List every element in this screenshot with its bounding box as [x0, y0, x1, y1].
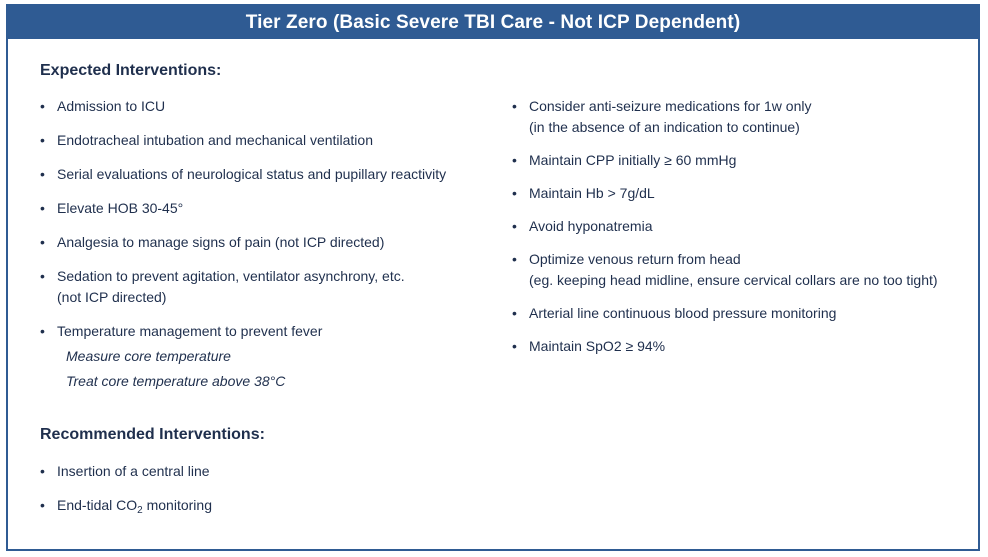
- list-item: [40, 266, 510, 308]
- list-item: [40, 461, 510, 482]
- sub-item-text: Treat core temperature above 38°C: [66, 373, 286, 389]
- item-text-continued: (not ICP directed): [57, 289, 167, 305]
- list-item: [512, 150, 972, 171]
- expected-right-list: [512, 96, 972, 357]
- item-text: Maintain CPP initially ≥ 60 mmHg: [529, 152, 737, 168]
- subscript-text: 2: [137, 505, 143, 516]
- bullet-icon: •: [512, 185, 517, 201]
- item-text: Maintain SpO2 ≥ 94%: [529, 338, 666, 354]
- item-text: Endotracheal intubation and mechanical ventilation: [57, 132, 373, 148]
- list-item: [512, 96, 972, 138]
- item-text: Insertion of a central line: [57, 463, 210, 479]
- item-text: Avoid hyponatremia: [529, 218, 653, 234]
- bullet-icon: •: [512, 338, 517, 354]
- bullet-icon: •: [40, 132, 45, 148]
- recommended-list: [40, 461, 510, 516]
- item-text-continued: monitoring: [142, 497, 212, 513]
- expected-left-list: [40, 96, 510, 392]
- list-item: [40, 96, 510, 117]
- item-text: Sedation to prevent agitation, ventilator asynchrony, etc.: [57, 268, 405, 284]
- item-text: Temperature management to prevent fever: [57, 323, 323, 339]
- item-text-continued: (eg. keeping head midline, ensure cervical collars are no too tight): [529, 272, 938, 288]
- bullet-icon: •: [40, 268, 45, 284]
- expected-interventions-title: Expected Interventions:: [40, 62, 222, 79]
- bullet-icon: •: [40, 166, 45, 182]
- bullet-icon: •: [40, 497, 45, 513]
- panel-header: [8, 6, 978, 39]
- item-text: Optimize venous return from head: [529, 251, 741, 267]
- item-text-continued: (in the absence of an indication to continue): [529, 119, 800, 135]
- bullet-icon: •: [40, 323, 45, 339]
- list-item: [40, 232, 510, 253]
- bullet-icon: •: [512, 251, 517, 267]
- list-item: [40, 130, 510, 151]
- list-item: [512, 183, 972, 204]
- list-item: [512, 249, 972, 291]
- list-item: [40, 495, 510, 516]
- list-item: [40, 164, 510, 185]
- list-item: [40, 321, 510, 392]
- bullet-icon: •: [40, 98, 45, 114]
- item-text: Consider anti-seizure medications for 1w only: [529, 98, 812, 114]
- sub-item-text: Measure core temperature: [66, 348, 231, 364]
- tier-zero-panel: [6, 4, 980, 551]
- item-text: Maintain Hb > 7g/dL: [529, 185, 655, 201]
- item-text: Admission to ICU: [57, 98, 166, 114]
- list-item: [512, 336, 972, 357]
- bullet-icon: •: [40, 234, 45, 250]
- item-text: End-tidal CO: [57, 497, 138, 513]
- bullet-icon: •: [512, 218, 517, 234]
- list-item: [40, 198, 510, 219]
- list-item: [512, 216, 972, 237]
- bullet-icon: •: [512, 98, 517, 114]
- recommended-interventions-title: Recommended Interventions:: [40, 426, 265, 443]
- item-text: Arterial line continuous blood pressure monitoring: [529, 305, 837, 321]
- item-text: Serial evaluations of neurological status and pupillary reactivity: [57, 166, 447, 182]
- bullet-icon: •: [512, 305, 517, 321]
- item-text: Elevate HOB 30-45°: [57, 200, 184, 216]
- panel-title: Tier Zero (Basic Severe TBI Care - Not ICP Dependent): [245, 11, 741, 33]
- bullet-icon: •: [40, 463, 45, 479]
- item-text: Analgesia to manage signs of pain (not ICP directed): [57, 234, 385, 250]
- bullet-icon: •: [512, 152, 517, 168]
- list-item: [512, 303, 972, 324]
- bullet-icon: •: [40, 200, 45, 216]
